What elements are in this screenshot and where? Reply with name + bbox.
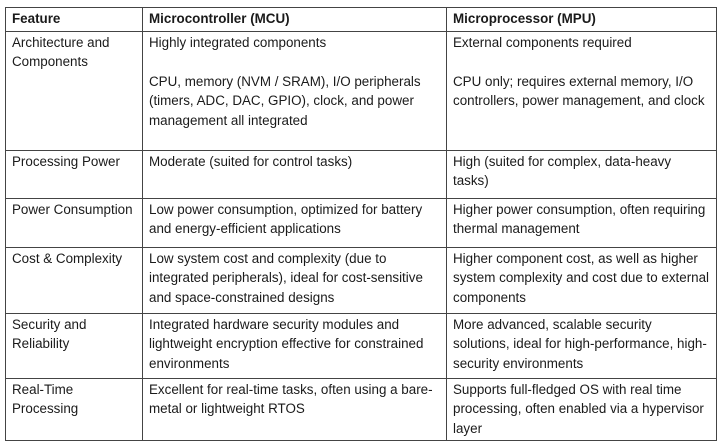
feature-cell: Processing Power bbox=[6, 150, 143, 198]
table-row bbox=[6, 31, 717, 150]
mcu-cell bbox=[143, 31, 447, 150]
feature-cell: Security and Reliability bbox=[6, 313, 143, 378]
feature-cell: Architecture and Components bbox=[6, 31, 143, 150]
cell-text: CPU only; requires external memory, I/O controllers, power management, and clock bbox=[453, 73, 705, 108]
table-row bbox=[6, 313, 717, 378]
mpu-cell bbox=[447, 31, 717, 150]
mpu-cell: More advanced, scalable security solutions, ideal for high-performance, high-security environments bbox=[447, 313, 717, 378]
header-mcu: Microcontroller (MCU) bbox=[143, 8, 447, 32]
mpu-cell: Higher power consumption, often requiring thermal management bbox=[447, 198, 717, 247]
feature-cell: Real-Time Processing bbox=[6, 378, 143, 441]
mcu-cell: Excellent for real-time tasks, often using a bare-metal or lightweight RTOS bbox=[143, 378, 447, 441]
header-mpu: Microprocessor (MPU) bbox=[447, 8, 717, 32]
cell-text: CPU, memory (NVM / SRAM), I/O peripherals (timers, ADC, DAC, GPIO), clock, and power management all integrated bbox=[149, 73, 421, 128]
comparison-table bbox=[5, 7, 717, 441]
table-row bbox=[6, 198, 717, 247]
mcu-cell: Low power consumption, optimized for battery and energy-efficient applications bbox=[143, 198, 447, 247]
table-row bbox=[6, 247, 717, 313]
mpu-cell: High (suited for complex, data-heavy tasks) bbox=[447, 150, 717, 198]
cell-text: Highly integrated components bbox=[149, 34, 327, 50]
mpu-cell: Supports full-fledged OS with real time processing, often enabled via a hypervisor layer bbox=[447, 378, 717, 441]
feature-cell: Power Consumption bbox=[6, 198, 143, 247]
header-row bbox=[6, 8, 717, 32]
mcu-cell: Integrated hardware security modules and lightweight encryption effective for constrained environments bbox=[143, 313, 447, 378]
cell-text: External components required bbox=[453, 34, 632, 50]
mcu-cell: Moderate (suited for control tasks) bbox=[143, 150, 447, 198]
mpu-cell: Higher component cost, as well as higher system complexity and cost due to external components bbox=[447, 247, 717, 313]
table-row bbox=[6, 378, 717, 441]
feature-cell: Cost & Complexity bbox=[6, 247, 143, 313]
mcu-cell: Low system cost and complexity (due to integrated peripherals), ideal for cost-sensitive and space-constrained designs bbox=[143, 247, 447, 313]
header-feature: Feature bbox=[6, 8, 143, 32]
table-row bbox=[6, 150, 717, 198]
